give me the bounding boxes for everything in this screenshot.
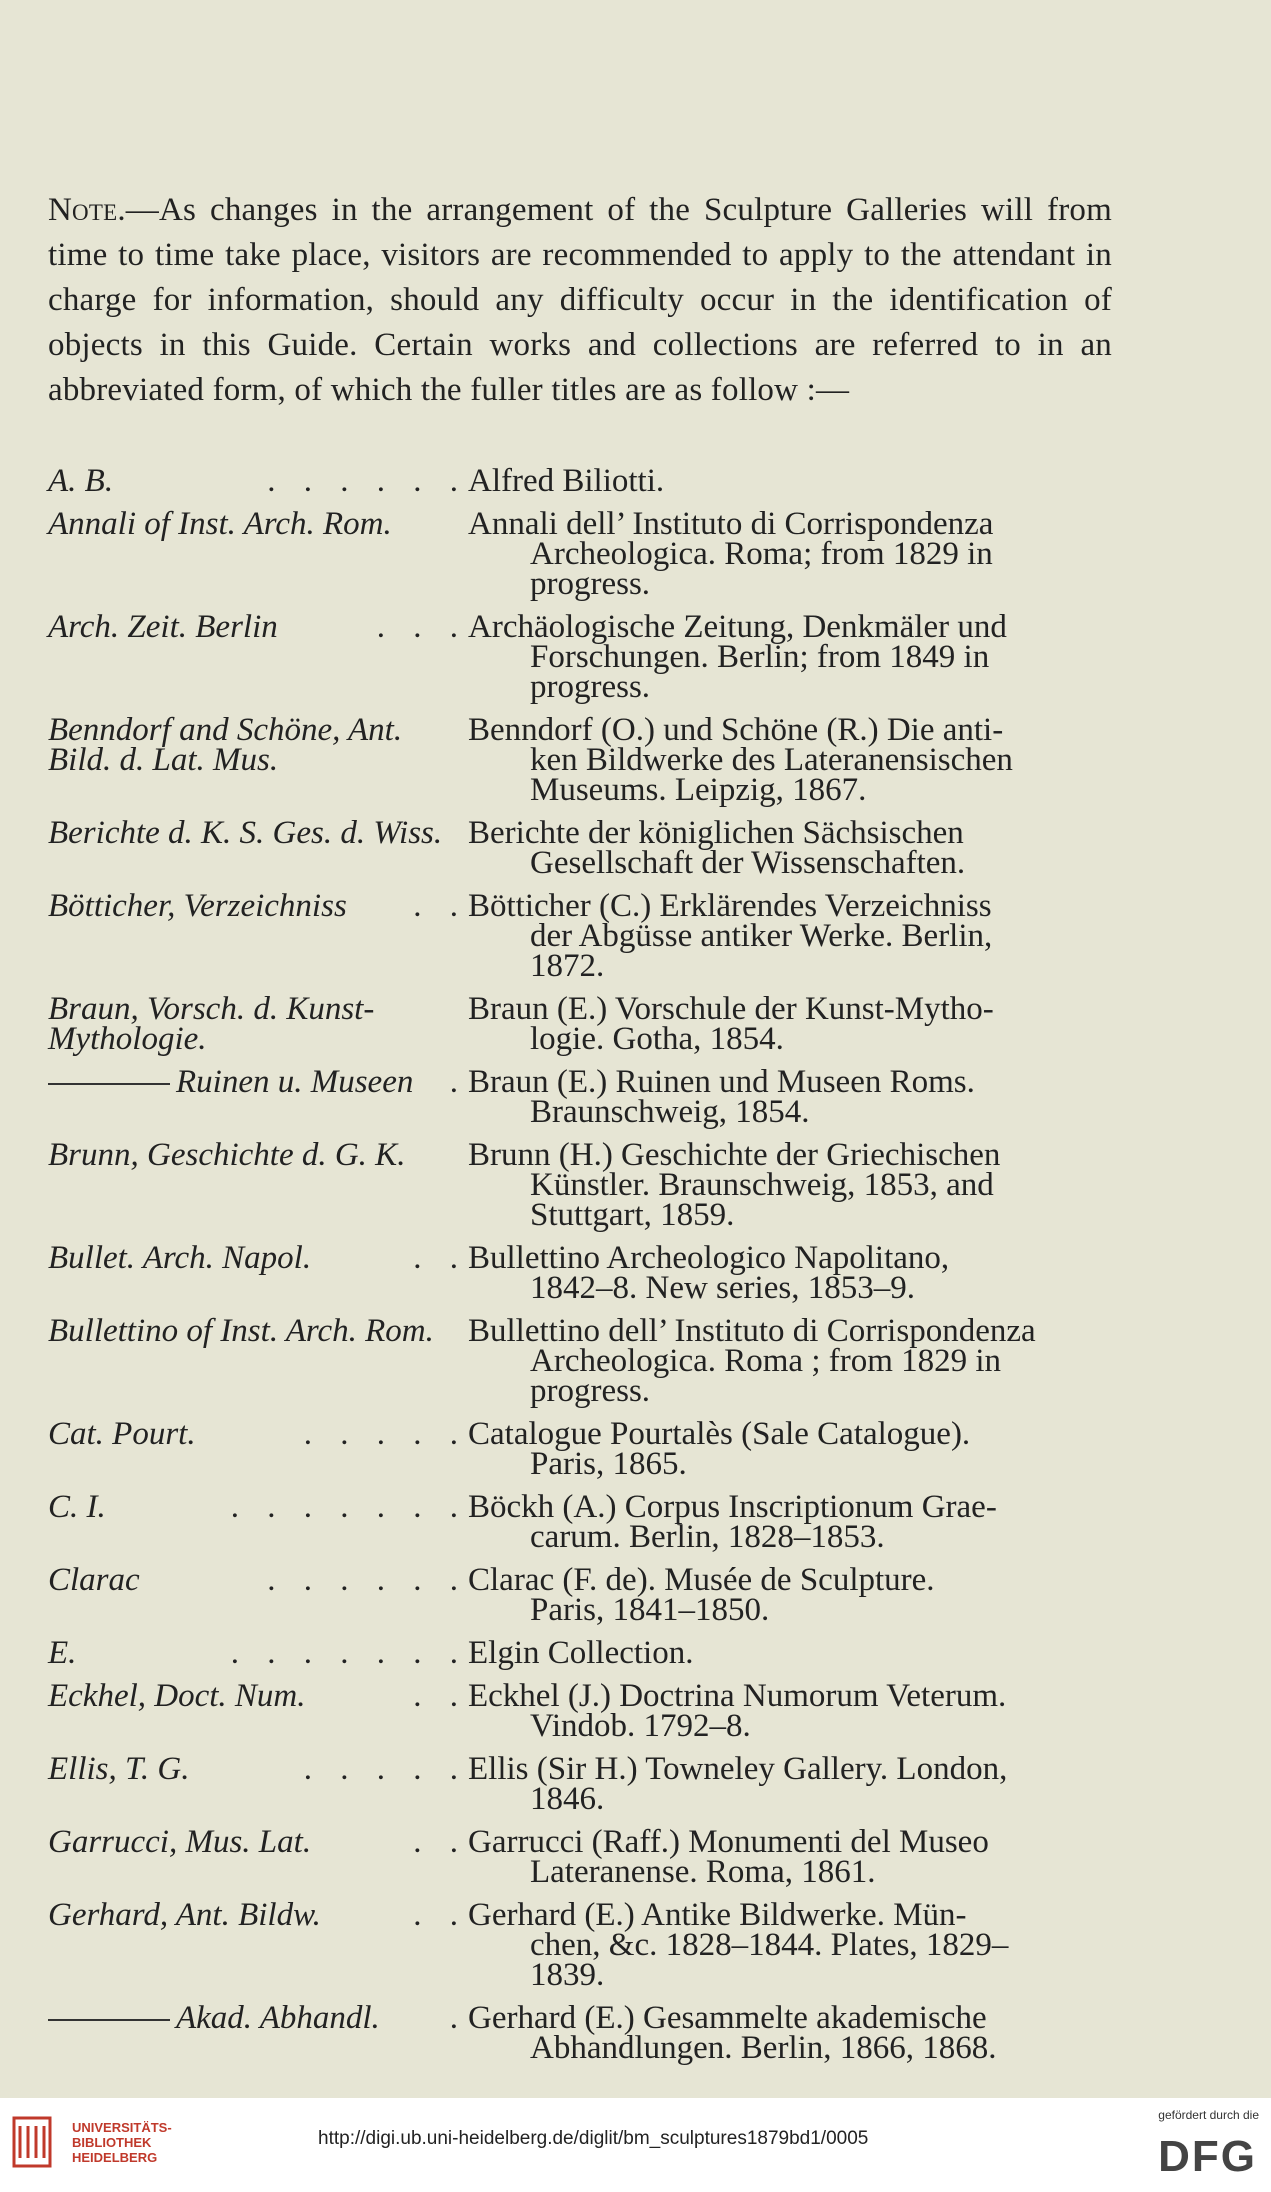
abbreviation-term [48,1897,468,1990]
full-title-line: Gerhard (E.) Gesammelte akademische [468,2000,987,2036]
abbreviation-entry [48,1678,1112,1744]
full-title [468,1137,1112,1233]
abbreviation-entry [48,815,1112,881]
full-title-line: Eckhel (J.) Doctrina Numorum Veterum. [468,1678,1007,1714]
library-line: HEIDELBERG [72,2150,158,2165]
abbreviation-entry [48,2000,1112,2066]
full-title [468,1897,1112,1993]
abbreviation-entry [48,888,1112,984]
full-title [468,1635,1112,1671]
abbreviation-text: Ellis, T. G. [48,1751,190,1787]
abbreviation-text: Akad. Abhandl. [176,2000,380,2036]
leader-dots: . [449,1064,468,1100]
full-title [468,815,1112,881]
university-library-logo-icon [12,2116,52,2168]
full-title [468,1489,1112,1555]
abbreviation-text: Bullet. Arch. Napol. [48,1240,312,1276]
full-title [468,712,1112,808]
full-title [468,1313,1112,1409]
abbreviation-text: Eckhel, Doct. Num. [48,1678,306,1714]
abbreviation-term [48,815,468,878]
abbreviation-entry [48,1313,1112,1409]
abbreviation-text: Annali of Inst. Arch. Rom. [48,506,392,542]
full-title-line: 1872. [530,948,605,984]
leader-dots: . . . . . [303,1416,468,1452]
abbreviation-text: Arch. Zeit. Berlin [48,609,278,645]
full-title [468,609,1112,705]
full-title-line: progress. [530,669,651,705]
footer-bar [0,2098,1271,2192]
abbreviation-term [48,991,468,1057]
ditto-dash [48,2019,170,2021]
abbreviation-text: Braun, Vorsch. d. Kunst-Mythologie. [48,991,375,1057]
full-title-line: logie. Gotha, 1854. [530,1021,784,1057]
abbreviation-term [48,1751,468,1814]
full-title-line: Archäologische Zeitung, Denkmäler und [468,609,1007,645]
leader-dots: . . . . . . [267,1562,468,1598]
abbreviation-entry [48,1137,1112,1233]
full-title-line: 1842–8. New series, 1853–9. [530,1270,915,1306]
full-title [468,1064,1112,1130]
abbreviation-term [48,463,468,499]
abbreviation-term [48,1678,468,1741]
funded-by-label: gefördert durch die [1158,2108,1259,2122]
full-title-line: Archeologica. Roma; from 1829 in [530,536,993,572]
abbreviation-entry [48,1897,1112,1993]
note-lead: Note. [48,192,126,228]
full-title-line: Annali dell’ Instituto di Corrispondenza [468,506,994,542]
full-title [468,2000,1112,2066]
full-title-line: ken Bildwerke des Lateranensischen [530,742,1013,778]
abbreviation-term [48,2000,468,2063]
leader-dots: . . [413,1240,468,1276]
abbreviation-term [48,888,468,981]
full-title-line: chen, &c. 1828–1844. Plates, 1829– [530,1927,1009,1963]
abbreviation-entry [48,463,1112,499]
abbreviation-text: E. [48,1635,77,1671]
abbreviation-text: Gerhard, Ant. Bildw. [48,1897,321,1933]
abbreviation-term [48,1064,468,1127]
abbreviation-text: Berichte d. K. S. Ges. d. Wiss. [48,815,443,851]
full-title-line: Garrucci (Raff.) Monumenti del Museo [468,1824,989,1860]
permalink-url[interactable]: http://digi.ub.uni-heidelberg.de/diglit/bm_sculptures1879bd1/0005 [318,2128,869,2149]
abbreviation-term [48,609,468,702]
library-name [72,2120,172,2165]
abbreviation-entry [48,1635,1112,1671]
full-title-line: carum. Berlin, 1828–1853. [530,1519,885,1555]
full-title-line: Bullettino dell’ Instituto di Corrispondenza [468,1313,1036,1349]
abbreviation-text: Clarac [48,1562,140,1598]
leader-dots: . . . . . . . [230,1635,468,1671]
full-title [468,1416,1112,1482]
full-title-line: Gerhard (E.) Antike Bildwerke. Mün- [468,1897,967,1933]
abbreviation-term [48,1416,468,1479]
full-title-line: Elgin Collection. [468,1635,694,1671]
full-title-line: Böckh (A.) Corpus Inscriptionum Grae- [468,1489,997,1525]
note-text: —As changes in the arrangement of the Sculpture Galleries will from time to time take place, visitors are recommended to apply to the attendant in charge for information, should any difficulty occur in the identification of objects in this Guide. Certain works and collections are referred to in an abbreviated form, of which the fuller titles are as follow :— [48,192,1112,408]
full-title-line: Benndorf (O.) und Schöne (R.) Die anti- [468,712,1004,748]
abbreviation-text: Benndorf and Schöne, Ant. Bild. d. Lat. Mus. [48,712,403,778]
abbreviation-text: A. B. [48,463,114,499]
abbreviation-entry [48,991,1112,1057]
leader-dots: . . . . . [303,1751,468,1787]
abbreviation-text: Ruinen u. Museen [176,1064,414,1100]
full-title [468,1824,1112,1890]
full-title [468,1751,1112,1817]
full-title-line: Vindob. 1792–8. [530,1708,751,1744]
leader-dots: . . . [376,609,468,645]
full-title-line: Ellis (Sir H.) Towneley Gallery. London, [468,1751,1008,1787]
dfg-logo: DFG [1158,2132,1257,2181]
abbreviation-entry [48,506,1112,602]
full-title-line: Brunn (H.) Geschichte der Griechischen [468,1137,1001,1173]
abbreviation-entry [48,1416,1112,1482]
full-title [468,463,1112,499]
full-title-line: 1839. [530,1957,605,1993]
abbreviation-text: Garrucci, Mus. Lat. [48,1824,312,1860]
leader-dots: . . [413,888,468,924]
abbreviation-list [48,463,1112,2076]
full-title [468,991,1112,1057]
full-title-line: Berichte der königlichen Sächsischen [468,815,964,851]
leader-dots: . . . . . . . [230,1489,468,1525]
leader-dots: . . [413,1824,468,1860]
full-title-line: Paris, 1865. [530,1446,687,1482]
full-title-line: Abhandlungen. Berlin, 1866, 1868. [530,2030,997,2066]
library-line: BIBLIOTHEK [72,2135,152,2150]
abbreviation-text: C. I. [48,1489,106,1525]
abbreviation-text: Cat. Pourt. [48,1416,196,1452]
full-title-line: Catalogue Pourtalès (Sale Catalogue). [468,1416,971,1452]
full-title-line: Braun (E.) Ruinen und Museen Roms. [468,1064,975,1100]
abbreviation-entry [48,1824,1112,1890]
library-line: UNIVERSITÄTS- [72,2120,172,2135]
leader-dots: . . . . . . [267,463,468,499]
abbreviation-term [48,1824,468,1887]
abbreviation-term [48,1489,468,1552]
full-title-line: Clarac (F. de). Musée de Sculpture. [468,1562,935,1598]
full-title [468,1678,1112,1744]
full-title [468,1240,1112,1306]
leader-dots: . . [413,1897,468,1933]
abbreviation-entry [48,609,1112,705]
abbreviation-term [48,1137,468,1230]
abbreviation-term [48,506,468,599]
full-title-line: Bötticher (C.) Erklärendes Verzeichniss [468,888,992,924]
leader-dots: . . [413,1678,468,1714]
note-paragraph [48,188,1112,413]
full-title-line: Lateranense. Roma, 1861. [530,1854,876,1890]
full-title-line: Alfred Biliotti. [468,463,665,499]
abbreviation-text: Brunn, Geschichte d. G. K. [48,1137,406,1173]
full-title-line: Paris, 1841–1850. [530,1592,770,1628]
full-title [468,1562,1112,1628]
full-title [468,888,1112,984]
abbreviation-entry [48,1562,1112,1628]
abbreviation-term [48,1313,468,1406]
full-title [468,506,1112,602]
full-title-line: progress. [530,1373,651,1409]
abbreviation-entry [48,1064,1112,1130]
abbreviation-entry [48,712,1112,808]
abbreviation-text: Bullettino of Inst. Arch. Rom. [48,1313,434,1349]
ditto-dash [48,1083,170,1085]
abbreviation-text: Bötticher, Verzeichniss [48,888,347,924]
abbreviation-entry [48,1489,1112,1555]
full-title-line: 1846. [530,1781,605,1817]
full-title-line: Braun (E.) Vorschule der Kunst-Mytho- [468,991,994,1027]
full-title-line: Museums. Leipzig, 1867. [530,772,867,808]
full-title-line: Gesellschaft der Wissenschaften. [530,845,966,881]
full-title-line: Bullettino Archeologico Napolitano, [468,1240,950,1276]
abbreviation-term [48,712,468,805]
full-title-line: der Abgüsse antiker Werke. Berlin, [530,918,993,954]
abbreviation-term [48,1240,468,1303]
abbreviation-term [48,1562,468,1625]
abbreviation-entry [48,1240,1112,1306]
abbreviation-term [48,1635,468,1671]
leader-dots: . [449,2000,468,2036]
full-title-line: Stuttgart, 1859. [530,1197,735,1233]
full-title-line: Künstler. Braunschweig, 1853, and [530,1167,994,1203]
full-title-line: Archeologica. Roma ; from 1829 in [530,1343,1002,1379]
full-title-line: progress. [530,566,651,602]
abbreviation-entry [48,1751,1112,1817]
full-title-line: Braunschweig, 1854. [530,1094,810,1130]
full-title-line: Forschungen. Berlin; from 1849 in [530,639,990,675]
